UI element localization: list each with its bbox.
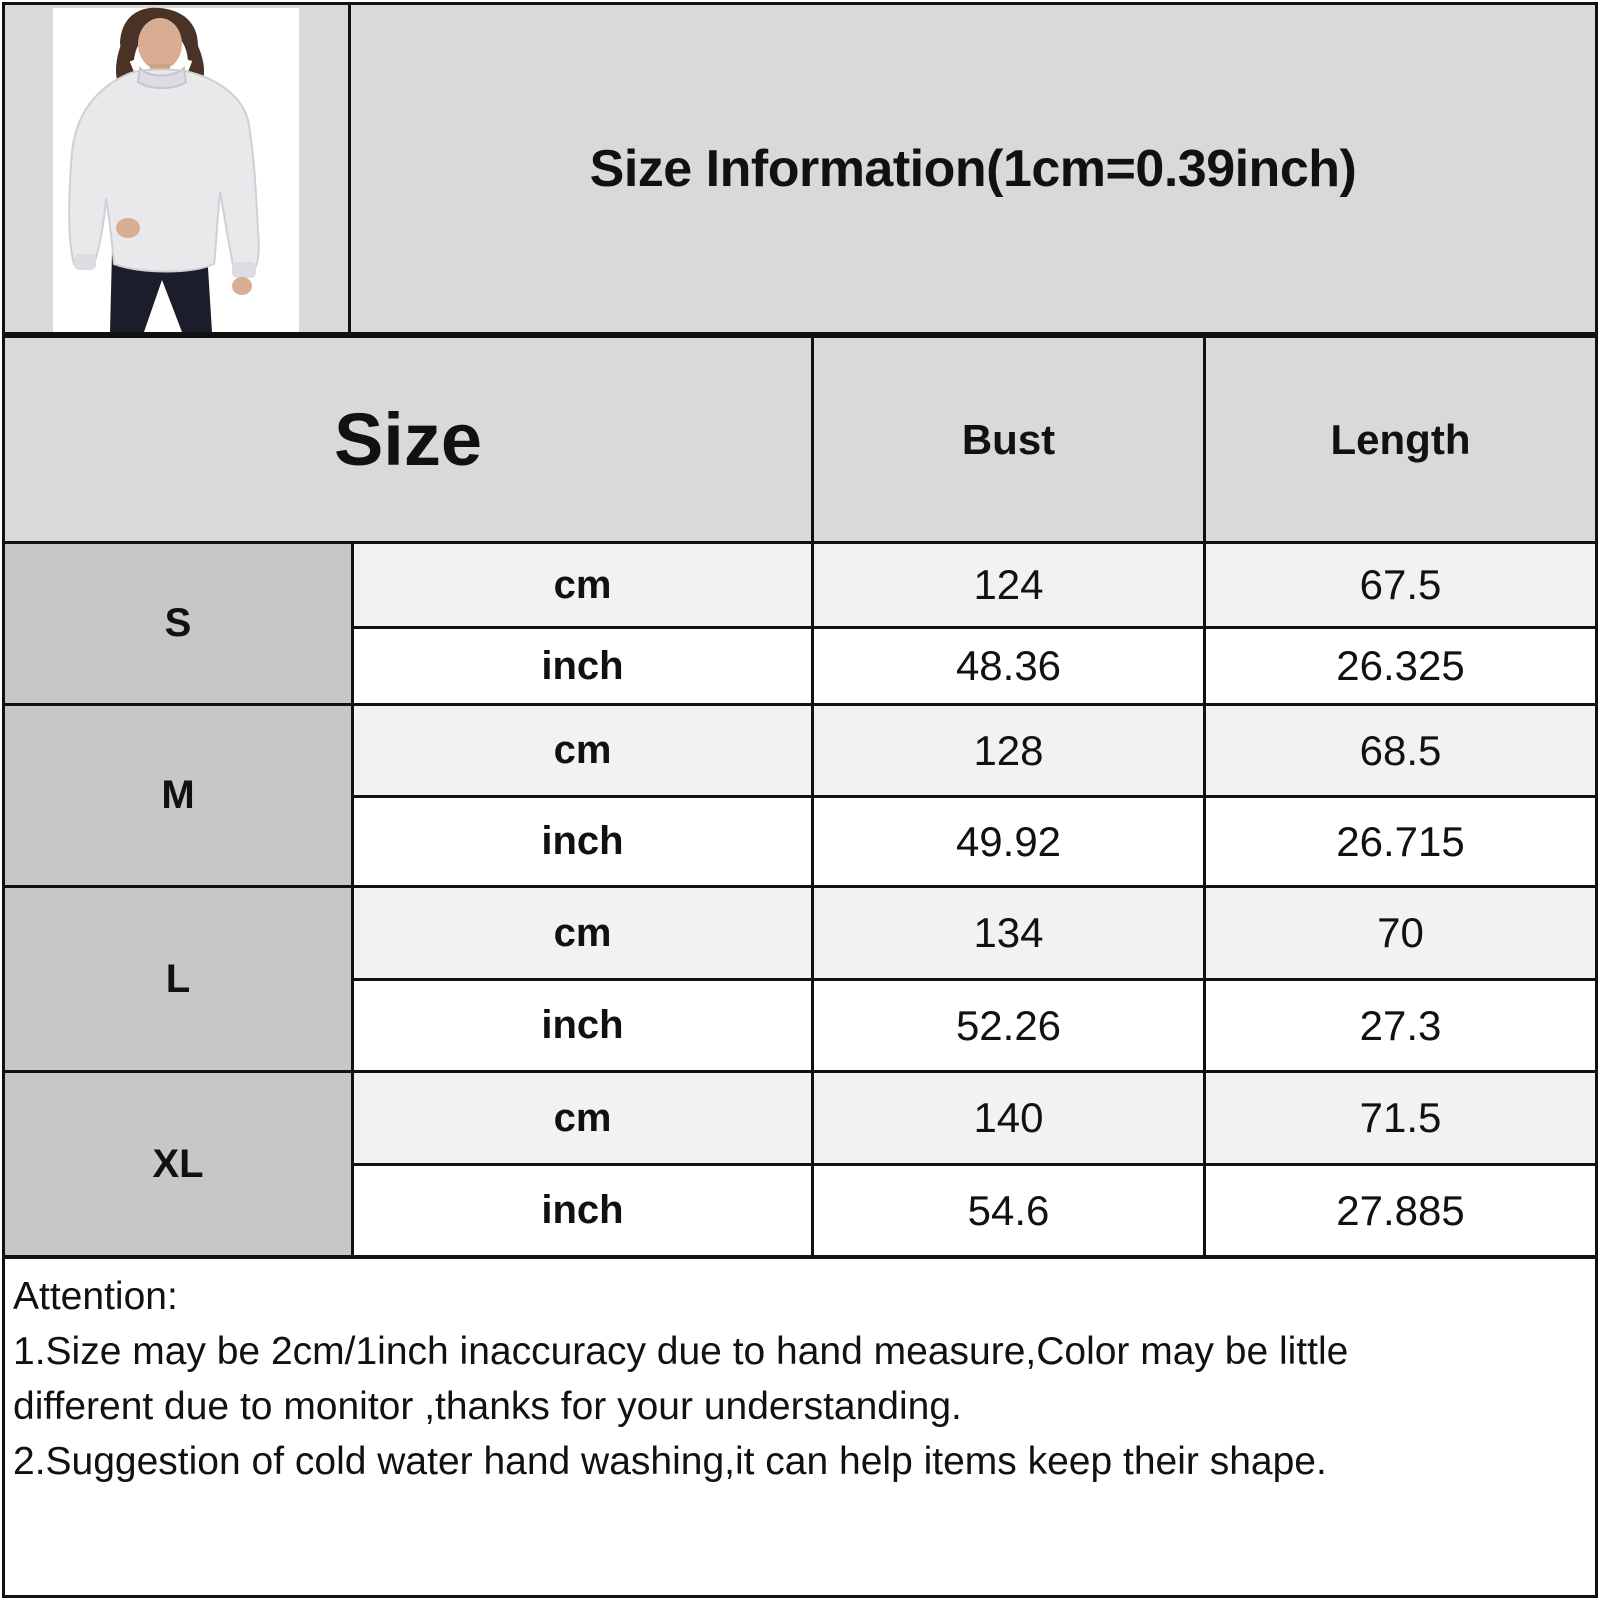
size-label: L bbox=[165, 956, 191, 1001]
note-line: 1.Size may be 2cm/1inch inaccuracy due to hand measure,Color may be little bbox=[13, 1330, 1349, 1373]
product-photo bbox=[2, 2, 351, 335]
bust-cm-value: 124 bbox=[811, 541, 1206, 629]
length-header-label: Length bbox=[1330, 415, 1471, 463]
length-inch-value: 26.325 bbox=[1203, 626, 1598, 706]
size-label: S bbox=[164, 601, 192, 645]
size-label: XL bbox=[152, 1141, 204, 1186]
notes-heading: Attention: bbox=[13, 1275, 178, 1318]
unit-cell: cm bbox=[351, 1070, 814, 1166]
title-banner bbox=[351, 2, 1598, 335]
length-inch-value: 27.3 bbox=[1203, 978, 1598, 1073]
size-cell-l bbox=[2, 885, 354, 1073]
size-header bbox=[2, 335, 814, 544]
unit-cell: inch bbox=[351, 1163, 814, 1258]
bust-inch-value: 52.26 bbox=[811, 978, 1206, 1073]
unit-cell: inch bbox=[351, 978, 814, 1073]
length-cm-value: 67.5 bbox=[1203, 541, 1598, 629]
unit-cell: inch bbox=[351, 795, 814, 888]
unit-cell: inch bbox=[351, 626, 814, 706]
bust-header-label: Bust bbox=[961, 415, 1056, 463]
size-header-label: Size bbox=[333, 398, 483, 481]
page-title: Size Information(1cm=0.39inch) bbox=[589, 139, 1357, 198]
length-cm-value: 68.5 bbox=[1203, 703, 1598, 798]
length-header bbox=[1203, 335, 1598, 544]
size-cell-m bbox=[2, 703, 354, 888]
unit-cell: cm bbox=[351, 885, 814, 981]
note-line: different due to monitor ,thanks for your understanding. bbox=[13, 1385, 962, 1428]
size-label: M bbox=[161, 773, 195, 817]
bust-header bbox=[811, 335, 1206, 544]
size-cell-xl bbox=[2, 1070, 354, 1258]
bust-inch-value: 48.36 bbox=[811, 626, 1206, 706]
bust-cm-value: 128 bbox=[811, 703, 1206, 798]
note-line: 2.Suggestion of cold water hand washing,it can help items keep their shape. bbox=[13, 1440, 1327, 1483]
bust-inch-value: 49.92 bbox=[811, 795, 1206, 888]
model-sweater-illustration bbox=[2, 2, 351, 335]
unit-cell: cm bbox=[351, 541, 814, 629]
bust-inch-value: 54.6 bbox=[811, 1163, 1206, 1258]
unit-cell: cm bbox=[351, 703, 814, 798]
length-cm-value: 71.5 bbox=[1203, 1070, 1598, 1166]
length-cm-value: 70 bbox=[1203, 885, 1598, 981]
attention-notes bbox=[2, 1256, 1598, 1598]
length-inch-value: 26.715 bbox=[1203, 795, 1598, 888]
bust-cm-value: 140 bbox=[811, 1070, 1206, 1166]
bust-cm-value: 134 bbox=[811, 885, 1206, 981]
length-inch-value: 27.885 bbox=[1203, 1163, 1598, 1258]
size-cell-s bbox=[2, 541, 354, 706]
